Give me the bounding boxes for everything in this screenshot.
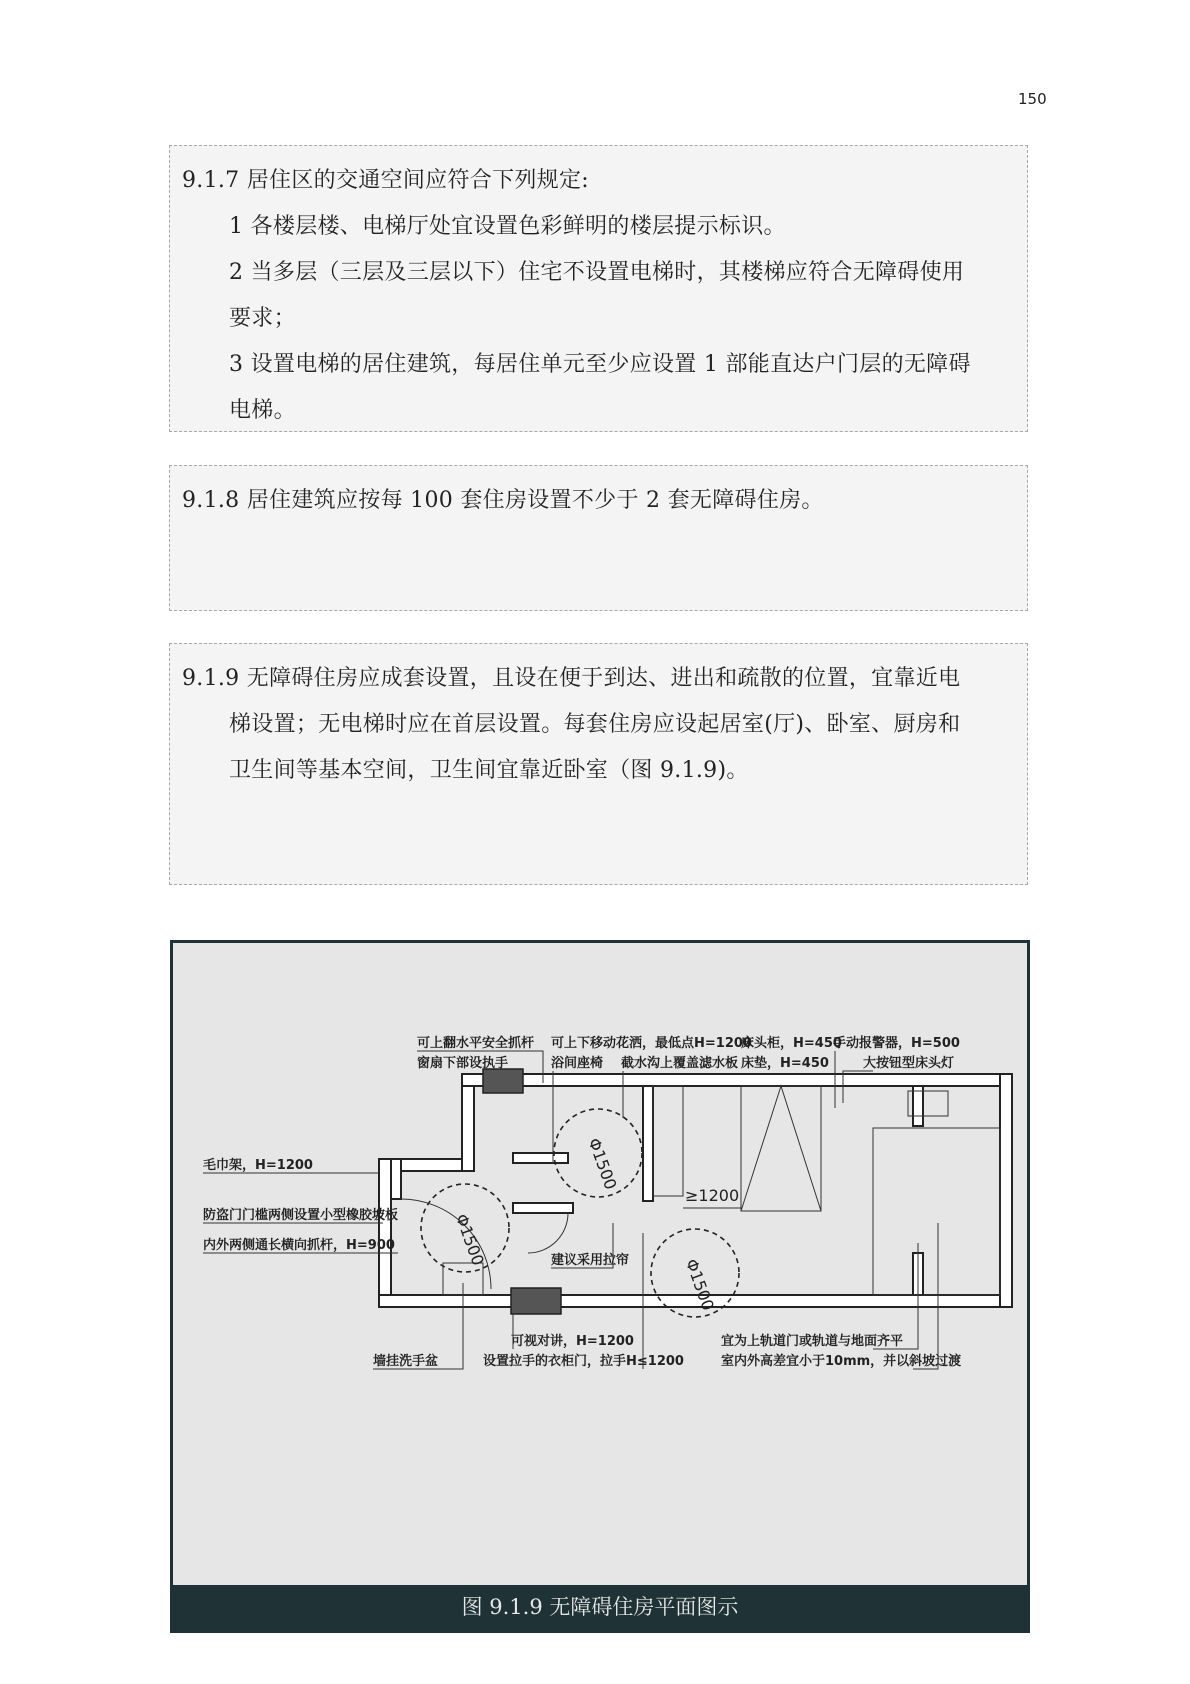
clause-9-1-7-item-2-line-2: 要求； [229,306,296,331]
clause-9-1-7-item-2-line-1: 2 当多层（三层及三层以下）住宅不设置电梯时，其楼梯应符合无障碍使用 [229,260,965,285]
ann-door-rail: 内外两侧通长横向抓杆，H=900 [203,1238,395,1253]
kitchen-tile-area [873,1128,1000,1295]
figure-caption: 图 9.1.9 无障碍住房平面图示 [173,1585,1027,1630]
ann-grab-bar: 可上翻水平安全抓杆 [417,1036,535,1051]
ann-big-switch: 大按钮型床头灯 [863,1056,955,1071]
wardrobe [653,1086,683,1196]
wall-bath-bottom [513,1153,568,1163]
wall-right [1000,1074,1012,1307]
clause-9-1-7-item-1: 1 各楼层楼、电梯厅处宜设置色彩鲜明的楼层提示标识。 [229,214,786,239]
clear-width-label: ≥1200 [685,1186,740,1205]
ann-door-ramp: 防盗门门槛两侧设置小型橡胶坡板 [203,1208,399,1223]
clause-9-1-9-line-2: 梯设置；无电梯时应在首层设置。每套住房应设起居室(厅)、卧室、厨房和 [229,712,961,737]
clause-9-1-8 [169,465,1028,611]
ann-window-handle: 窗扇下部设执手 [417,1056,509,1071]
ann-bath-seat: 浴间座椅 [551,1056,604,1071]
clause-9-1-9-line-1: 9.1.9 无障碍住房应成套设置，且设在便于到达、进出和疏散的位置，宜靠近电 [182,666,961,691]
ann-track-door: 宜为上轨道门或轨道与地面齐平 [721,1334,904,1349]
ann-shower: 可上下移动花洒，最低点H=1200 [551,1036,752,1051]
wall-kitchen-top [913,1086,923,1126]
clause-9-1-9-line-3: 卫生间等基本空间，卫生间宜靠近卧室（图 9.1.9)。 [229,758,749,783]
wall-bath-left [462,1086,474,1171]
intercom-block [511,1288,561,1314]
ann-mattress: 床垫，H=450 [741,1056,829,1071]
ann-drain-cover: 截水沟上覆盖滤水板 [621,1056,739,1071]
grab-bar-block [483,1069,523,1093]
bed-sheet-lines [741,1086,821,1211]
wall-top [462,1074,1012,1086]
ann-basin: 墙挂洗手盆 [373,1354,439,1369]
floor-plan-figure [170,940,1030,1633]
circle-label-bedroom: Φ1500 [681,1256,718,1314]
wall-bath-bed [643,1086,653,1201]
clause-9-1-7-item-3-line-1: 3 设置电梯的居住建筑，每居住单元至少应设置 1 部能直达户门层的无障碍 [229,352,971,377]
ann-curtain: 建议采用拉帘 [551,1253,630,1268]
circle-label-entry: Φ1500 [451,1211,488,1269]
ann-level-diff: 室内外高差宜小于10mm，并以斜坡过渡 [721,1354,962,1369]
clause-9-1-7-title: 9.1.7 居住区的交通空间应符合下列规定: [182,168,589,193]
ann-intercom: 可视对讲，H=1200 [511,1334,634,1349]
bath-door-swing [528,1213,568,1253]
bed [741,1086,821,1211]
ann-alarm: 手动报警器，H=500 [833,1036,960,1051]
circle-label-bath: Φ1500 [584,1135,621,1193]
clause-9-1-9 [169,643,1028,885]
ann-wardrobe: 设置拉手的衣柜门，拉手H≤1200 [483,1354,684,1369]
wall-entry-left [379,1159,391,1307]
wall-bath-lower [513,1203,573,1213]
floor-plan-drawing [173,943,1027,1588]
wall-entry-inner [391,1159,401,1199]
clause-9-1-7-item-3-line-2: 电梯。 [229,398,296,423]
clause-9-1-8-text: 9.1.8 居住建筑应按每 100 套住房设置不少于 2 套无障碍住房。 [182,488,824,513]
ann-towel: 毛巾架，H=1200 [203,1158,313,1173]
ann-bedside: 床头柜，H=450 [741,1036,842,1051]
clause-9-1-7 [169,145,1028,432]
page-number: 150 [1018,90,1047,108]
